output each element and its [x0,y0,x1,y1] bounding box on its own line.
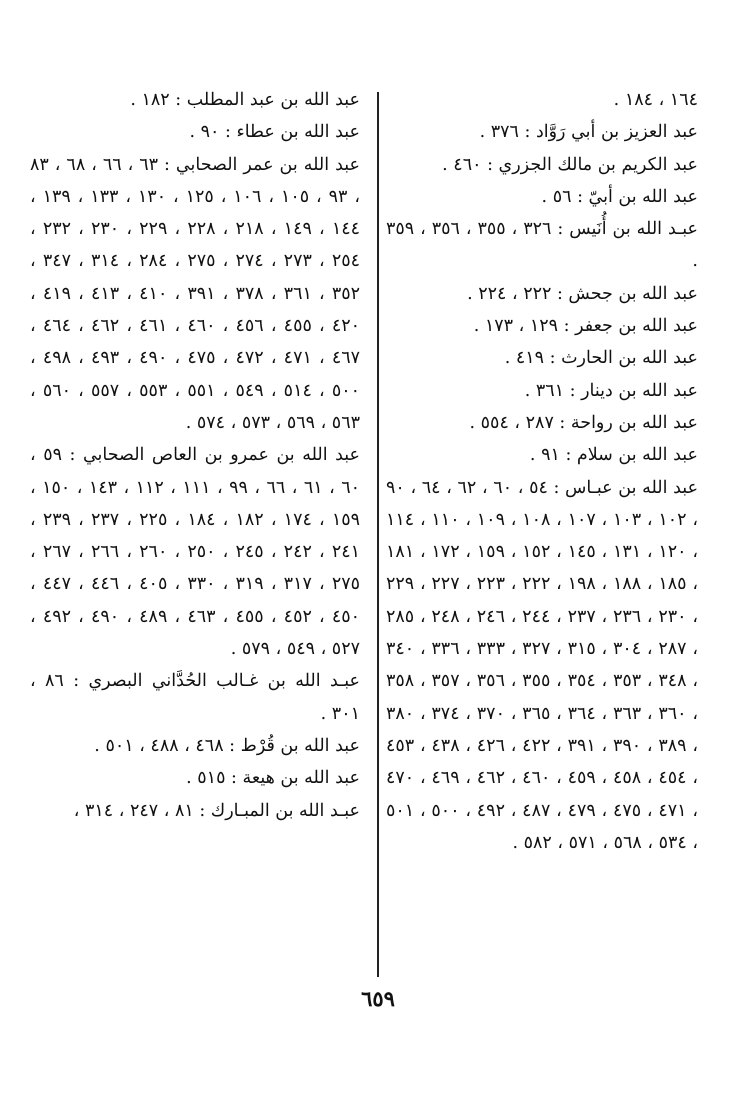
index-entry: عبد الله بن عبـاس : ٥٤ ، ٦٠ ، ٦٢ ، ٦٤ ، ٩٠ ، ١٠٢ ، ١٠٣ ، ١٠٧ ، ١٠٨ ، ١٠٩ ، ١١٠ ، ١١٤ ، ١٢٠ ، ١٣١ ، ١٤٥ ، ١٥٢ ، ١٥٩ ، ١٧٢ ، ١٨١ ، ١٨٥ ، ١٨٨ ، ١٩٨ ، ٢٢٢ ، ٢٢٣ ، ٢٢٧ ، ٢٢٩ ، ٢٣٠ ، ٢٣٦ ، ٢٣٧ ، ٢٤٤ ، ٢٤٦ ، ٢٤٨ ، ٢٨٥ ، ٢٨٧ ، ٣٠٤ ، ٣١٥ ، ٣٢٧ ، ٣٣٣ ، ٣٣٦ ، ٣٤٠ ، ٣٤٨ ، ٣٥٣ ، ٣٥٤ ، ٣٥٥ ، ٣٥٦ ، ٣٥٧ ، ٣٥٨ ، ٣٦٠ ، ٣٦٣ ، ٣٦٤ ، ٣٦٥ ، ٣٧٠ ، ٣٧٤ ، ٣٨٠ ، ٣٨٩ ، ٣٩٠ ، ٣٩١ ، ٤٢٢ ، ٤٢٦ ، ٤٣٨ ، ٤٥٣ ، ٤٥٤ ، ٤٥٨ ، ٤٥٩ ، ٤٦٠ ، ٤٦٢ ، ٤٦٩ ، ٤٧٠ ، ٤٧١ ، ٤٧٥ ، ٤٧٩ ، ٤٨٧ ، ٤٩٢ ، ٥٠٠ ، ٥٠١ ، ٥٣٤ ، ٥٦٨ ، ٥٧١ ، ٥٨٢ . [386,477,699,853]
index-entry: عبد الله بن دينار : ٣٦١ . [524,380,698,401]
index-entry: عبد الله بن عمرو بن العاص الصحابي : ٥٩ ، ٦٠ ، ٦١ ، ٦٦ ، ٩٩ ، ١١١ ، ١١٢ ، ١٤٣ ، ١٥٠ ، ١٥٩ ، ١٧٤ ، ١٨٢ ، ١٨٤ ، ٢٢٥ ، ٢٣٧ ، ٢٣٩ ، ٢٤١ ، ٢٤٢ ، ٢٤٥ ، ٢٥٠ ، ٢٦٠ ، ٢٦٦ ، ٢٦٧ ، ٢٧٥ ، ٣١٧ ، ٣١٩ ، ٣٣٠ ، ٤٠٥ ، ٤٤٦ ، ٤٤٧ ، ٤٥٠ ، ٤٥٢ ، ٤٥٥ ، ٤٦٣ ، ٤٨٩ ، ٤٩٠ ، ٤٩٢ ، ٥٢٧ ، ٥٤٩ ، ٥٧٩ . [30,445,361,660]
index-entry: عبـد الله بن غـالب الحُدَّاني البصري : ٨٦ ، ٣٠١ . [30,671,360,724]
index-entry: عبد الله بن جحش : ٢٢٢ ، ٢٢٤ . [467,283,698,304]
index-entry: عبد الله بن عمر الصحابي : ٦٣ ، ٦٦ ، ٦٨ ، ٨٣ ، ٩٣ ، ١٠٥ ، ١٠٦ ، ١٢٥ ، ١٣٠ ، ١٣٣ ، ١٣٩ ، ١٤٤ ، ١٤٩ ، ٢١٨ ، ٢٢٨ ، ٢٢٩ ، ٢٣٠ ، ٢٣٢ ، ٢٥٤ ، ٢٧٣ ، ٢٧٤ ، ٢٧٥ ، ٢٨٤ ، ٣١٤ ، ٣٤٧ ، ٣٥٢ ، ٣٦١ ، ٣٧٨ ، ٣٩١ ، ٤١٠ ، ٤١٣ ، ٤١٩ ، ٤٢٠ ، ٤٥٥ ، ٤٥٦ ، ٤٦٠ ، ٤٦١ ، ٤٦٢ ، ٤٦٤ ، ٤٦٧ ، ٤٧١ ، ٤٧٢ ، ٤٧٥ ، ٤٩٠ ، ٤٩٣ ، ٤٩٨ ، ٥٠٠ ، ٥١٤ ، ٥٤٩ ، ٥٥١ ، ٥٥٣ ، ٥٥٧ ، ٥٦٠ ، ٥٦٣ ، ٥٦٩ ، ٥٧٣ ، ٥٧٤ . [30,154,361,433]
column-divider [377,92,379,977]
index-entry: عبد الله بن جعفر : ١٢٩ ، ١٧٣ . [473,316,698,337]
index-entry: عبد الله بن رواحة : ٢٨٧ ، ٥٥٤ . [469,412,698,433]
index-entry: عبـد الله بن المبـارك : ٨١ ، ٢٤٧ ، ٣١٤ ، [73,800,360,821]
index-entry: عبد الله بن قُرْط : ٤٦٨ ، ٤٨٨ ، ٥٠١ . [94,735,360,756]
index-entry: عبد الله بن عبد المطلب : ١٨٢ . [130,90,360,110]
index-entry: عبد الله بن عطاء : ٩٠ . [189,122,360,143]
index-entry: عبد الله بن أبيّ : ٥٦ . [541,186,698,207]
index-entry: عبـد الله بن أُنَيس : ٣٢٦ ، ٣٥٥ ، ٣٥٦ ، ٣٥٩ . [386,219,698,272]
index-column-left [30,84,360,827]
index-entry: عبد الله بن سلام : ٩١ . [529,445,698,466]
index-entry: ١٦٤ ، ١٨٤ . [613,90,698,110]
index-entry: عبد العزيز بن أبي رَوَّاد : ٣٧٦ . [479,122,698,143]
index-entry: عبد الله بن هيعة : ٥١٥ . [186,768,360,789]
index-column-right [386,84,698,859]
index-entry: عبد الكريم بن مالك الجزري : ٤٦٠ . [442,154,698,175]
index-entry: عبد الله بن الحارث : ٤١٩ . [504,348,698,369]
page-number: ٦٥٩ [361,986,395,1011]
